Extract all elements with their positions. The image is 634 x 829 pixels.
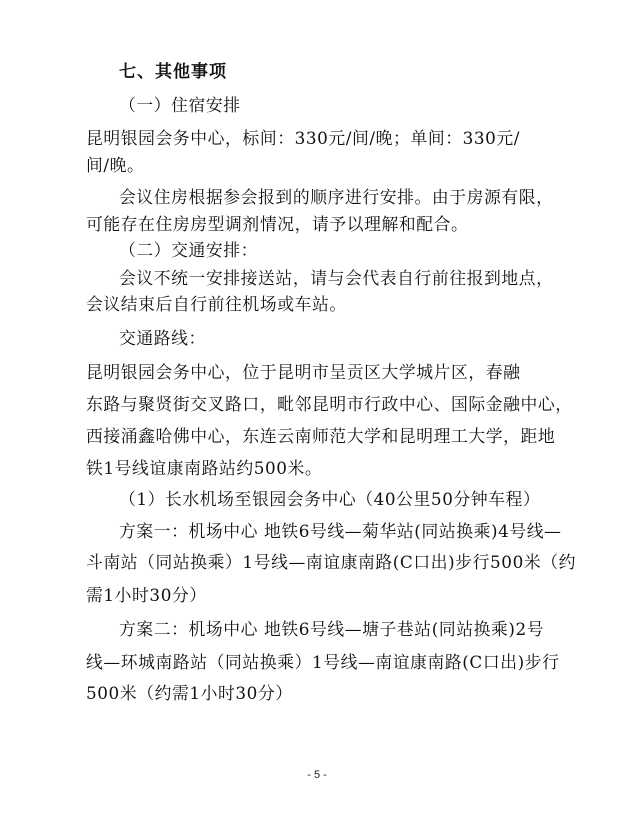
paragraph-line: 会议结束后自行前往机场或车站。 xyxy=(86,294,347,314)
paragraph-line: 可能存在住房房型调剂情况，请予以理解和配合。 xyxy=(86,214,469,234)
paragraph-line: 斗南站（同站换乘）1号线—南谊康南路(C口出)步行500米（约 xyxy=(86,552,576,572)
paragraph-line: 线—环城南路站（同站换乘）1号线—南谊康南路(C口出)步行 xyxy=(86,652,560,672)
paragraph-line: 昆明银园会务中心，标间：330元/间/晚；单间：330元/ xyxy=(86,128,521,148)
paragraph-line: 铁1号线谊康南路站约500米。 xyxy=(86,458,323,478)
paragraph-line: 昆明银园会务中心，位于昆明市呈贡区大学城片区，春融 xyxy=(86,362,521,382)
paragraph-line: 会议不统一安排接送站，请与会代表自行前往报到地点， xyxy=(119,268,554,288)
subsection-accommodation: （一）住宿安排 xyxy=(119,95,241,115)
page-number: - 5 - xyxy=(307,769,327,781)
route-heading: （1）长水机场至银园会务中心（40公里50分钟车程） xyxy=(119,489,541,509)
subsection-transport: （二）交通安排： xyxy=(119,240,259,260)
section-heading: 七、其他事项 xyxy=(119,62,227,82)
route-label: 交通路线： xyxy=(119,328,206,348)
route-option-two: 方案二：机场中心 地铁6号线—塘子巷站(同站换乘)2号 xyxy=(119,619,545,639)
route-option-one: 方案一：机场中心 地铁6号线—菊华站(同站换乘)4号线— xyxy=(119,521,562,541)
paragraph-line: 需1小时30分） xyxy=(86,585,207,605)
paragraph-line: 会议住房根据参会报到的顺序进行安排。由于房源有限， xyxy=(119,187,554,207)
paragraph-line: 西接涌鑫哈佛中心，东连云南师范大学和昆明理工大学，距地 xyxy=(86,426,556,446)
paragraph-line: 间/晚。 xyxy=(86,155,145,175)
paragraph-line: 500米（约需1小时30分） xyxy=(86,683,293,703)
paragraph-line: 东路与聚贤街交叉路口，毗邻昆明市行政中心、国际金融中心， xyxy=(86,394,573,414)
